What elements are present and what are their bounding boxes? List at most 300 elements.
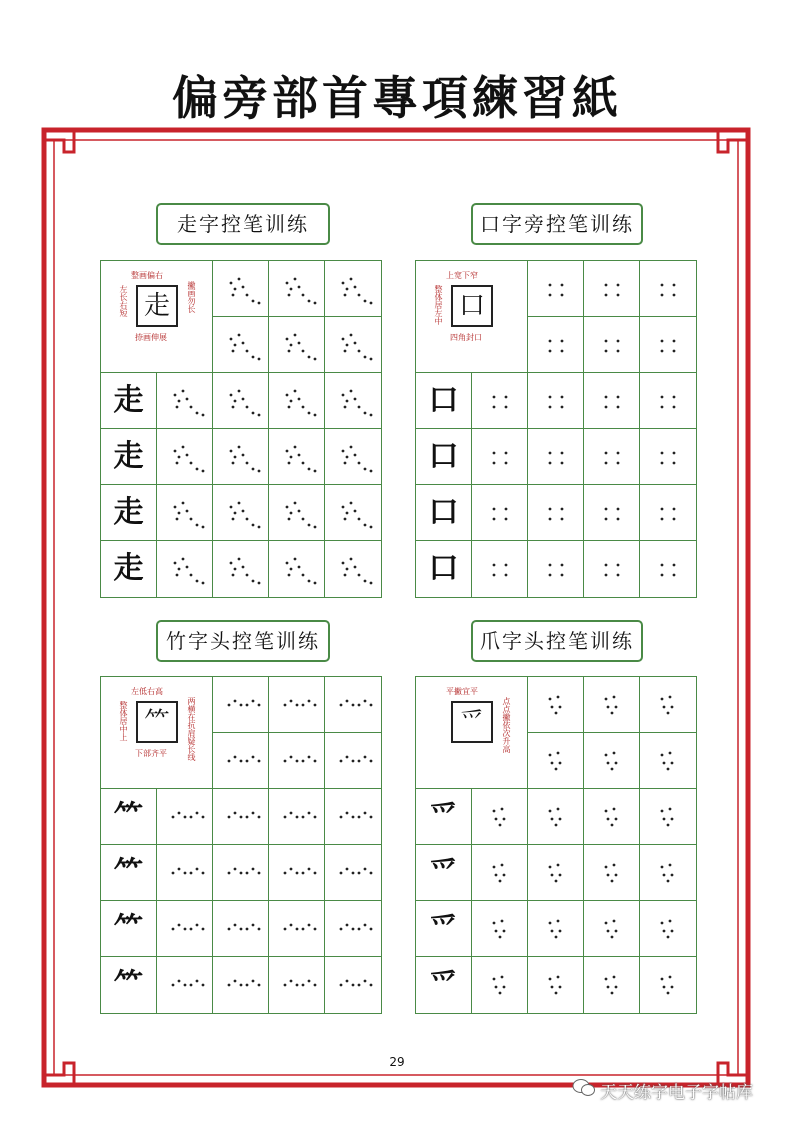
trace-dot xyxy=(673,340,676,343)
trace-dot xyxy=(314,872,317,875)
trace-dot xyxy=(671,930,674,933)
trace-dot xyxy=(246,574,249,577)
trace-dot xyxy=(246,928,249,931)
trace-dot xyxy=(549,564,552,567)
trace-dots xyxy=(584,541,640,597)
trace-dot xyxy=(551,818,554,821)
example-character: 口 xyxy=(428,383,459,418)
annotation-3: 撇画勿长 xyxy=(187,281,196,313)
trace-dots xyxy=(269,373,325,429)
trace-dots xyxy=(213,733,269,789)
trace-dot xyxy=(340,704,343,707)
trace-dot xyxy=(184,816,187,819)
trace-cell xyxy=(472,429,528,485)
trace-dot xyxy=(190,816,193,819)
trace-dot xyxy=(302,928,305,931)
trace-dot xyxy=(615,818,618,821)
trace-dot xyxy=(234,512,237,515)
trace-dot xyxy=(228,760,231,763)
trace-dot xyxy=(549,978,552,981)
trace-dot xyxy=(661,340,664,343)
trace-dot xyxy=(605,406,608,409)
trace-dot xyxy=(661,574,664,577)
trace-dot xyxy=(258,414,261,417)
trace-cell xyxy=(472,485,528,541)
model-character-cell xyxy=(101,261,213,373)
trace-dot xyxy=(238,390,241,393)
practice-example-cell xyxy=(416,373,472,429)
trace-dots xyxy=(472,429,528,485)
trace-cell xyxy=(584,677,640,733)
trace-dot xyxy=(352,816,355,819)
trace-dot xyxy=(234,756,237,759)
trace-dot xyxy=(346,512,349,515)
trace-cell xyxy=(528,845,584,901)
trace-dot xyxy=(230,282,233,285)
trace-dot xyxy=(350,558,353,561)
trace-dot xyxy=(296,704,299,707)
example-character: 口 xyxy=(428,439,459,474)
trace-dots xyxy=(269,733,325,789)
trace-dots xyxy=(269,541,325,597)
trace-dot xyxy=(190,574,193,577)
trace-dot xyxy=(298,342,301,345)
trace-dots xyxy=(640,957,696,1013)
trace-dot xyxy=(350,278,353,281)
trace-dot xyxy=(661,396,664,399)
example-character: 口 xyxy=(428,551,459,586)
trace-dot xyxy=(288,406,291,409)
trace-dots xyxy=(157,429,213,485)
trace-dot xyxy=(613,920,616,923)
trace-dot xyxy=(342,338,345,341)
trace-dot xyxy=(346,812,349,815)
trace-dots xyxy=(528,261,584,317)
trace-cell xyxy=(472,541,528,597)
trace-dot xyxy=(549,866,552,869)
trace-dot xyxy=(613,752,616,755)
trace-dot xyxy=(238,334,241,337)
trace-dot xyxy=(617,284,620,287)
trace-dots xyxy=(213,845,269,901)
trace-dot xyxy=(364,356,367,359)
trace-cell xyxy=(528,541,584,597)
trace-dot xyxy=(561,508,564,511)
trace-dot xyxy=(176,462,179,465)
model-character: 爫 xyxy=(451,701,493,743)
trace-dot xyxy=(661,698,664,701)
trace-dot xyxy=(669,864,672,867)
trace-dot xyxy=(364,300,367,303)
trace-dot xyxy=(605,396,608,399)
trace-dot xyxy=(178,400,181,403)
practice-example-cell xyxy=(101,541,157,597)
trace-dot xyxy=(607,986,610,989)
trace-dot xyxy=(202,872,205,875)
model-character-cell xyxy=(101,677,213,789)
trace-dot xyxy=(561,396,564,399)
trace-dot xyxy=(671,818,674,821)
trace-dot xyxy=(364,980,367,983)
annotation-1: 平撇宜平 xyxy=(446,687,478,696)
trace-dots xyxy=(325,957,381,1013)
trace-dots xyxy=(640,541,696,597)
trace-dot xyxy=(549,340,552,343)
trace-dot xyxy=(370,984,373,987)
trace-dot xyxy=(196,980,199,983)
trace-dot xyxy=(661,462,664,465)
trace-dot xyxy=(611,824,614,827)
trace-dot xyxy=(286,394,289,397)
trace-dot xyxy=(605,564,608,567)
trace-dot xyxy=(555,712,558,715)
annotation-1: 整画偏右 xyxy=(131,271,163,280)
trace-dot xyxy=(308,468,311,471)
trace-dots xyxy=(640,789,696,845)
trace-dot xyxy=(294,502,297,505)
trace-dot xyxy=(308,700,311,703)
trace-cell xyxy=(640,901,696,957)
trace-dot xyxy=(663,818,666,821)
trace-dot xyxy=(342,450,345,453)
trace-dots xyxy=(528,677,584,733)
trace-dot xyxy=(286,562,289,565)
trace-dot xyxy=(505,574,508,577)
trace-dot xyxy=(196,412,199,415)
trace-dot xyxy=(296,760,299,763)
trace-dots xyxy=(528,957,584,1013)
practice-example-cell xyxy=(416,901,472,957)
trace-dots xyxy=(157,485,213,541)
trace-dot xyxy=(364,524,367,527)
trace-dot xyxy=(298,566,301,569)
trace-cell xyxy=(157,485,213,541)
trace-dot xyxy=(232,294,235,297)
trace-dot xyxy=(184,928,187,931)
trace-dot xyxy=(252,756,255,759)
trace-dot xyxy=(370,470,373,473)
trace-dot xyxy=(346,980,349,983)
trace-cell xyxy=(269,789,325,845)
trace-cell xyxy=(325,429,381,485)
trace-dot xyxy=(302,406,305,409)
trace-cell xyxy=(213,541,269,597)
section-title-zhu: 竹字头控笔训练 xyxy=(156,620,330,662)
trace-dot xyxy=(230,394,233,397)
trace-dot xyxy=(288,574,291,577)
trace-dot xyxy=(493,452,496,455)
trace-dot xyxy=(344,294,347,297)
trace-dot xyxy=(605,294,608,297)
trace-cell xyxy=(269,541,325,597)
trace-cell xyxy=(157,789,213,845)
trace-cell xyxy=(269,733,325,789)
trace-dot xyxy=(252,812,255,815)
trace-dots xyxy=(528,541,584,597)
trace-cell xyxy=(584,789,640,845)
trace-dot xyxy=(605,978,608,981)
trace-dots xyxy=(584,789,640,845)
practice-example-cell xyxy=(416,789,472,845)
trace-dot xyxy=(298,286,301,289)
trace-dot xyxy=(607,874,610,877)
trace-dot xyxy=(294,334,297,337)
trace-dot xyxy=(364,868,367,871)
trace-dot xyxy=(549,810,552,813)
annotation-3: 点点撇依次升高 xyxy=(502,697,511,753)
trace-cell xyxy=(157,957,213,1013)
trace-dot xyxy=(561,518,564,521)
trace-dot xyxy=(246,462,249,465)
trace-dot xyxy=(350,390,353,393)
trace-dot xyxy=(551,986,554,989)
trace-dot xyxy=(667,880,670,883)
trace-dot xyxy=(232,574,235,577)
trace-dot xyxy=(288,294,291,297)
trace-dot xyxy=(549,508,552,511)
trace-dot xyxy=(551,874,554,877)
trace-dots xyxy=(472,485,528,541)
trace-cell xyxy=(528,677,584,733)
trace-dot xyxy=(370,872,373,875)
trace-dots xyxy=(269,845,325,901)
trace-dot xyxy=(182,558,185,561)
trace-dot xyxy=(246,816,249,819)
trace-dot xyxy=(370,928,373,931)
trace-dot xyxy=(190,462,193,465)
trace-dot xyxy=(290,400,293,403)
trace-dot xyxy=(190,984,193,987)
trace-dot xyxy=(346,924,349,927)
trace-dot xyxy=(358,462,361,465)
example-character: ⺮ xyxy=(113,799,144,834)
trace-dot xyxy=(352,872,355,875)
practice-example-cell xyxy=(416,429,472,485)
trace-dot xyxy=(661,452,664,455)
trace-dot xyxy=(308,580,311,583)
trace-dot xyxy=(344,574,347,577)
trace-dot xyxy=(190,518,193,521)
trace-dot xyxy=(663,986,666,989)
trace-dot xyxy=(346,868,349,871)
trace-dot xyxy=(246,760,249,763)
trace-dot xyxy=(240,872,243,875)
trace-dot xyxy=(557,864,560,867)
trace-dot xyxy=(370,760,373,763)
trace-dot xyxy=(346,288,349,291)
trace-dot xyxy=(493,564,496,567)
trace-dot xyxy=(258,760,261,763)
example-character: ⺮ xyxy=(113,911,144,946)
trace-dot xyxy=(202,526,205,529)
trace-dot xyxy=(174,506,177,509)
trace-dot xyxy=(290,288,293,291)
example-character: 爫 xyxy=(428,799,459,834)
trace-cell xyxy=(269,485,325,541)
trace-dot xyxy=(258,816,261,819)
trace-dot xyxy=(340,872,343,875)
trace-dot xyxy=(172,816,175,819)
trace-cell xyxy=(528,733,584,789)
trace-dot xyxy=(549,518,552,521)
trace-dot xyxy=(370,526,373,529)
trace-dot xyxy=(288,350,291,353)
trace-dot xyxy=(667,992,670,995)
trace-dot xyxy=(234,980,237,983)
trace-dot xyxy=(308,412,311,415)
trace-dot xyxy=(252,524,255,527)
practice-example-cell xyxy=(416,485,472,541)
page-title: 偏旁部首專項練習紙 xyxy=(172,71,622,125)
trace-dot xyxy=(611,880,614,883)
trace-dots xyxy=(584,261,640,317)
trace-dot xyxy=(354,342,357,345)
trace-dot xyxy=(342,506,345,509)
trace-dots xyxy=(325,789,381,845)
trace-dot xyxy=(615,762,618,765)
trace-dot xyxy=(611,768,614,771)
trace-dot xyxy=(350,446,353,449)
trace-dot xyxy=(493,406,496,409)
trace-dots xyxy=(528,789,584,845)
trace-dots xyxy=(325,373,381,429)
trace-dot xyxy=(308,524,311,527)
trace-dot xyxy=(234,288,237,291)
trace-dot xyxy=(617,518,620,521)
trace-dot xyxy=(290,700,293,703)
trace-dot xyxy=(370,582,373,585)
trace-dot xyxy=(555,992,558,995)
trace-dots xyxy=(528,429,584,485)
trace-cell xyxy=(584,845,640,901)
trace-dot xyxy=(202,582,205,585)
trace-dot xyxy=(557,976,560,979)
trace-dot xyxy=(493,978,496,981)
trace-cell xyxy=(640,261,696,317)
trace-dots xyxy=(325,541,381,597)
trace-cell xyxy=(325,541,381,597)
trace-cell xyxy=(269,317,325,373)
trace-dots xyxy=(269,261,325,317)
trace-dot xyxy=(182,446,185,449)
trace-dot xyxy=(663,706,666,709)
example-character: ⺮ xyxy=(113,855,144,890)
trace-cell xyxy=(325,733,381,789)
trace-dot xyxy=(495,986,498,989)
trace-dot xyxy=(252,300,255,303)
trace-dots xyxy=(213,677,269,733)
trace-dot xyxy=(178,812,181,815)
trace-dot xyxy=(190,928,193,931)
practice-example-cell xyxy=(101,845,157,901)
trace-dot xyxy=(669,808,672,811)
trace-dot xyxy=(661,866,664,869)
trace-cell xyxy=(640,733,696,789)
trace-dot xyxy=(551,706,554,709)
practice-grid-zhu xyxy=(100,676,382,1014)
trace-dot xyxy=(549,462,552,465)
trace-dot xyxy=(561,406,564,409)
trace-dot xyxy=(503,874,506,877)
trace-dot xyxy=(340,984,343,987)
trace-dot xyxy=(667,824,670,827)
trace-dot xyxy=(352,760,355,763)
trace-dot xyxy=(182,502,185,505)
trace-dot xyxy=(673,452,676,455)
trace-cell xyxy=(269,845,325,901)
trace-dot xyxy=(669,920,672,923)
trace-dot xyxy=(669,696,672,699)
trace-dot xyxy=(505,564,508,567)
trace-dot xyxy=(505,518,508,521)
trace-dot xyxy=(495,930,498,933)
trace-dot xyxy=(561,462,564,465)
trace-dots xyxy=(528,373,584,429)
trace-dot xyxy=(605,508,608,511)
trace-dot xyxy=(294,390,297,393)
trace-dot xyxy=(314,582,317,585)
annotation-4: 四角封口 xyxy=(450,333,482,342)
trace-dots xyxy=(213,317,269,373)
trace-cell xyxy=(213,845,269,901)
trace-dots xyxy=(584,677,640,733)
trace-dot xyxy=(350,502,353,505)
trace-dot xyxy=(617,452,620,455)
trace-dot xyxy=(230,450,233,453)
trace-dot xyxy=(314,704,317,707)
trace-dot xyxy=(605,518,608,521)
trace-dot xyxy=(178,868,181,871)
trace-dot xyxy=(238,446,241,449)
trace-dot xyxy=(176,518,179,521)
trace-dot xyxy=(296,928,299,931)
trace-dot xyxy=(669,752,672,755)
trace-dots xyxy=(269,429,325,485)
trace-dot xyxy=(296,872,299,875)
trace-dot xyxy=(234,868,237,871)
trace-dot xyxy=(493,574,496,577)
trace-dots xyxy=(472,901,528,957)
trace-dot xyxy=(190,406,193,409)
trace-dot xyxy=(555,824,558,827)
trace-dot xyxy=(228,984,231,987)
trace-dot xyxy=(499,936,502,939)
trace-cell xyxy=(472,845,528,901)
trace-dot xyxy=(551,762,554,765)
trace-dot xyxy=(370,414,373,417)
trace-dot xyxy=(661,754,664,757)
trace-dots xyxy=(472,373,528,429)
annotation-1: 左低右高 xyxy=(131,687,163,696)
trace-dot xyxy=(549,698,552,701)
trace-dot xyxy=(246,984,249,987)
trace-dots xyxy=(325,677,381,733)
trace-cell xyxy=(640,373,696,429)
trace-cell xyxy=(213,789,269,845)
trace-dot xyxy=(617,396,620,399)
trace-dot xyxy=(230,338,233,341)
trace-dot xyxy=(364,812,367,815)
trace-cell xyxy=(640,317,696,373)
trace-dot xyxy=(308,980,311,983)
trace-dot xyxy=(557,920,560,923)
trace-dot xyxy=(302,872,305,875)
trace-dot xyxy=(493,810,496,813)
trace-dot xyxy=(663,762,666,765)
trace-dot xyxy=(346,344,349,347)
trace-dot xyxy=(354,286,357,289)
trace-dot xyxy=(290,456,293,459)
